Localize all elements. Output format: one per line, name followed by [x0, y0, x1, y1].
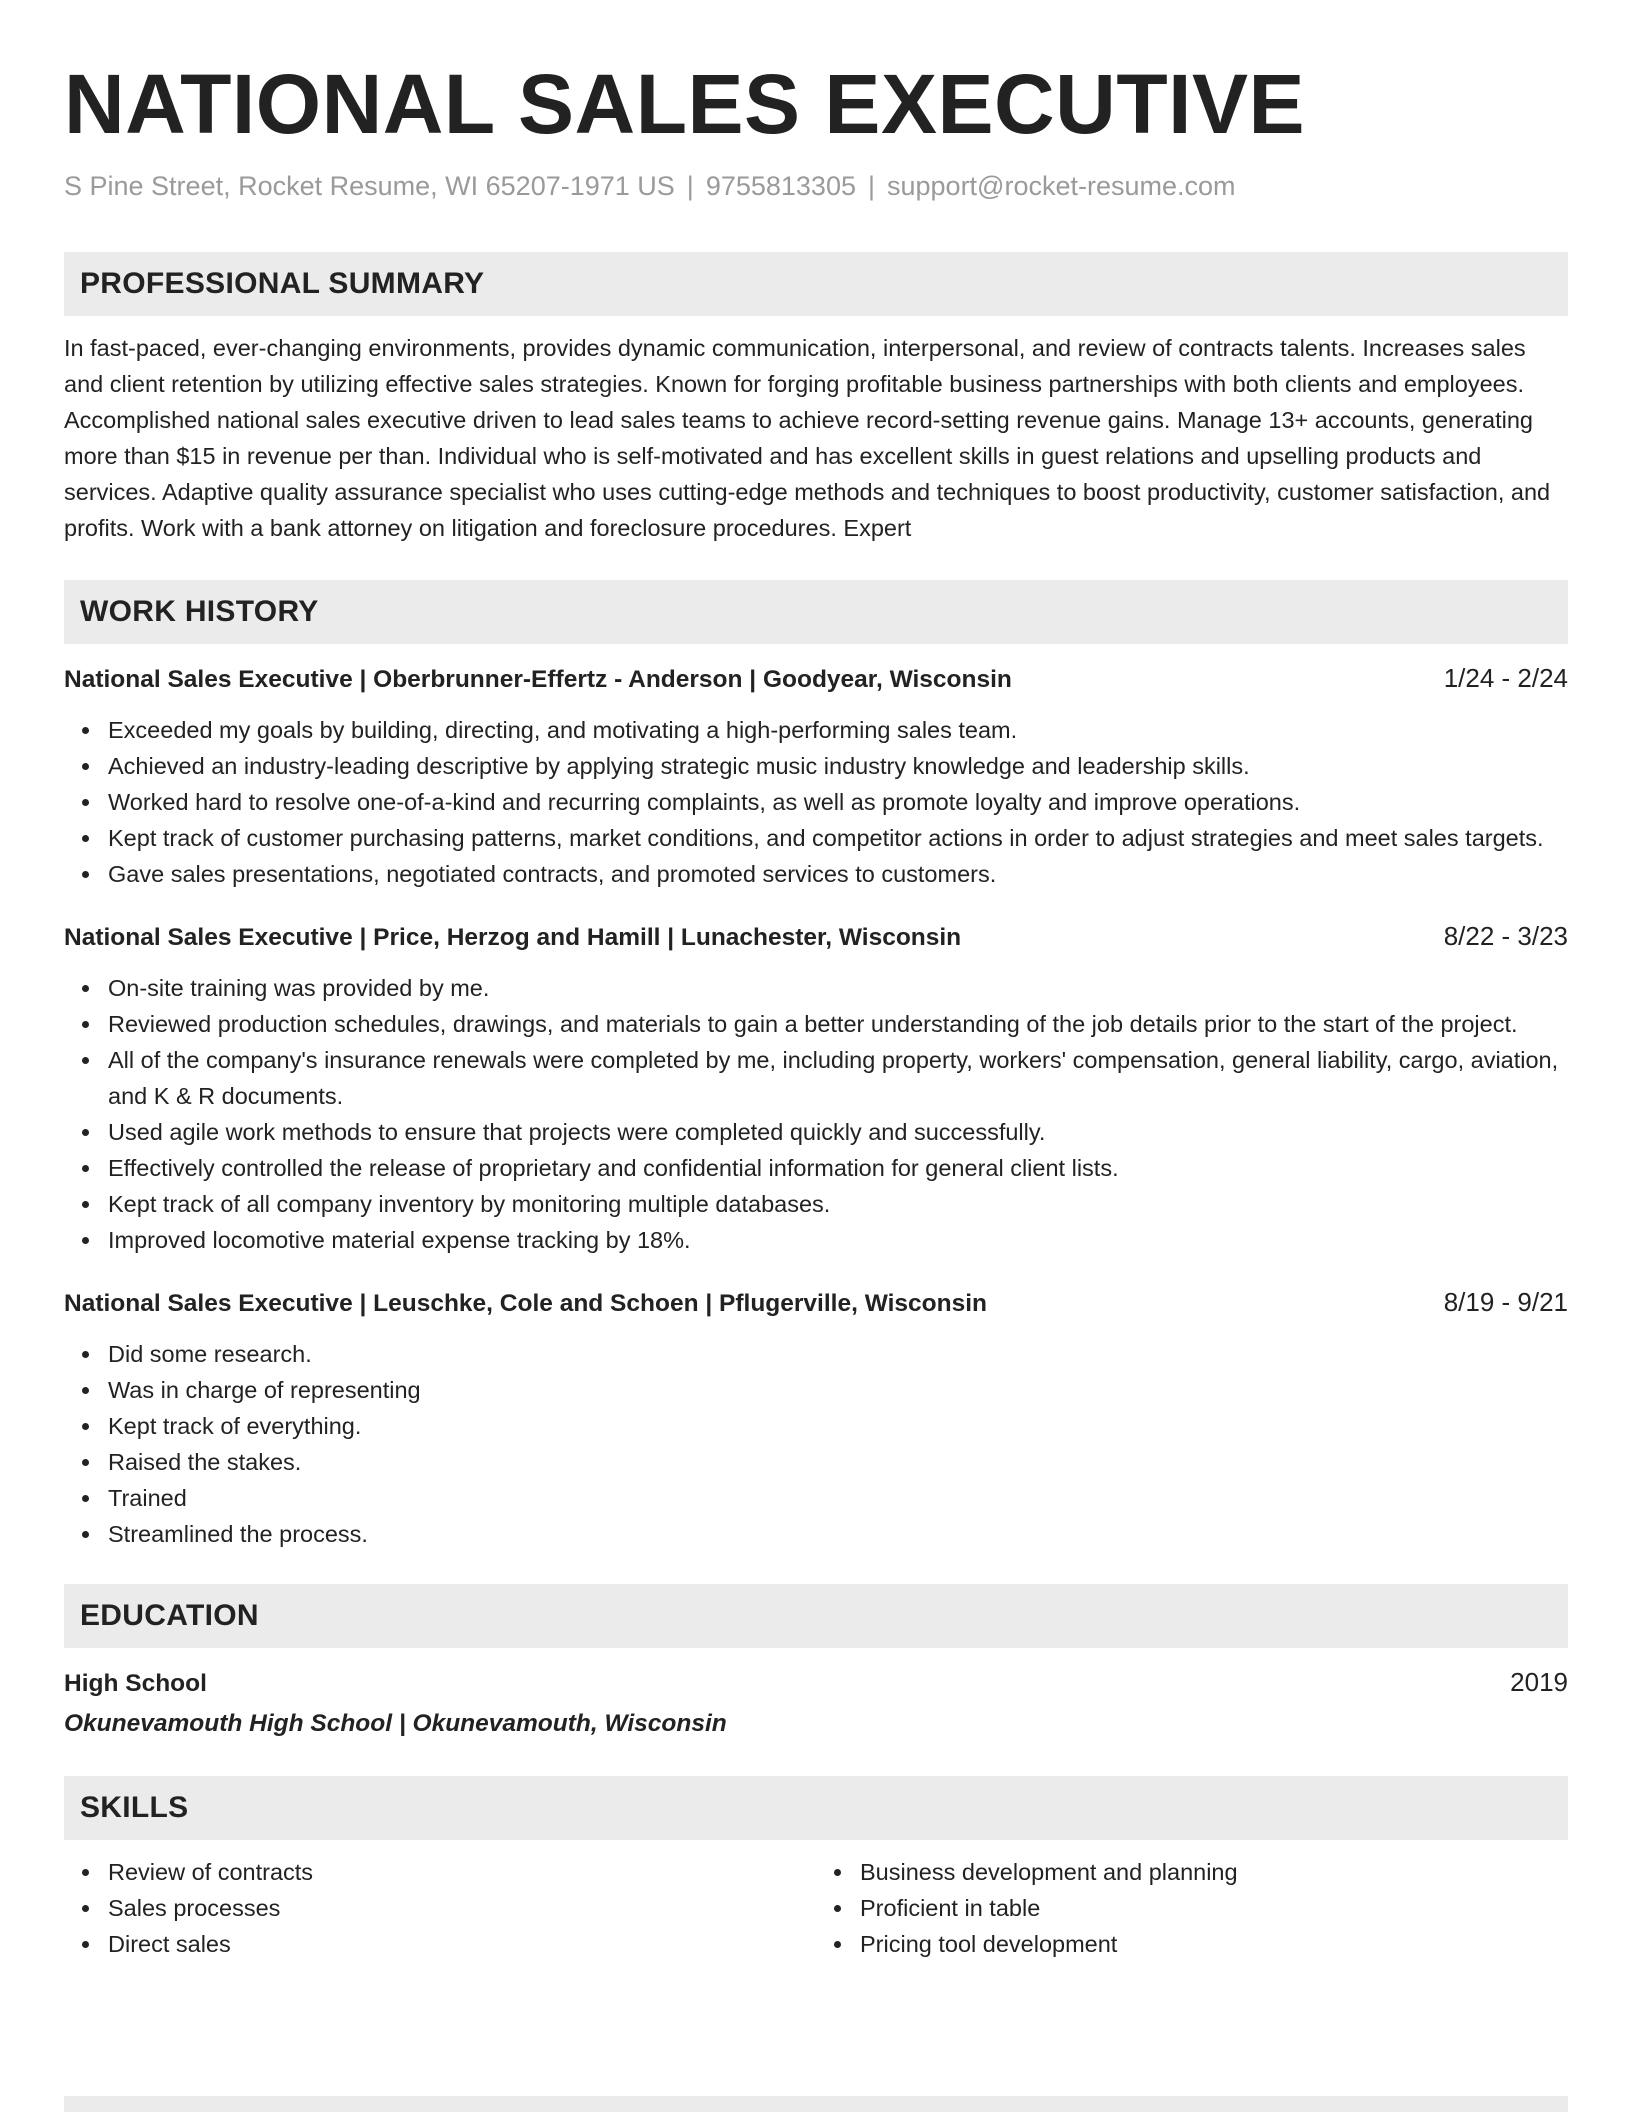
job-bullet: On-site training was provided by me.: [108, 970, 1568, 1006]
skill-item: Direct sales: [108, 1926, 816, 1962]
job-bullet: Gave sales presentations, negotiated contracts, and promoted services to customers.: [108, 856, 1568, 892]
education-school: Okunevamouth High School | Okunevamouth, Wisconsin: [64, 1710, 727, 1737]
education-header: [64, 1664, 1568, 1702]
education-year: 2019: [1510, 1667, 1568, 1697]
job-bullet: Trained: [108, 1480, 1568, 1516]
job-bullet: Achieved an industry-leading descriptive by applying strategic music industry knowledge and leadership skills.: [108, 748, 1568, 784]
job-bullet: Reviewed production schedules, drawings, and materials to gain a better understanding of the job details prior to the start of the project.: [108, 1006, 1568, 1042]
section-heading-work-history: WORK HISTORY: [64, 580, 1568, 644]
job-bullet: Exceeded my goals by building, directing, and motivating a high-performing sales team.: [108, 712, 1568, 748]
summary-text: In fast-paced, ever-changing environments, provides dynamic communication, interpersonal, and review of contracts talents. Increases sales and client retention by utilizing effective sales strategies. Known for forging profitable business partnerships with both clients and employees. Accomplished national sales executive driven to lead sales teams to achieve record-setting revenue gains. Manage 13+ accounts, generating more than $15 in revenue per than. Individual who is self-motivated and has excellent skills in guest relations and upselling products and services. Adaptive quality assurance specialist who uses cutting-edge methods and techniques to boost productivity, customer satisfaction, and profits. Work with a bank attorney on litigation and foreclosure procedures. Expert: [64, 335, 1551, 541]
job-bullet: Did some research.: [108, 1336, 1568, 1372]
job-header: [64, 918, 1568, 956]
skill-item: Sales processes: [108, 1890, 816, 1926]
contact-phone: 9755813305: [705, 171, 856, 201]
job-bullet: Kept track of customer purchasing patterns, market conditions, and competitor actions in order to adjust strategies and meet sales targets.: [108, 820, 1568, 856]
skills-grid: [64, 1840, 1568, 1962]
section-heading-education: EDUCATION: [64, 1584, 1568, 1648]
job-bullet: Streamlined the process.: [108, 1516, 1568, 1552]
job-bullet-list: [64, 712, 1568, 892]
job-title: National Sales Executive | Leuschke, Cole and Schoen | Pflugerville, Wisconsin: [64, 1290, 987, 1317]
job-bullet: Worked hard to resolve one-of-a-kind and recurring complaints, as well as promote loyalty and improve operations.: [108, 784, 1568, 820]
job-bullet: Used agile work methods to ensure that projects were completed quickly and successfully.: [108, 1114, 1568, 1150]
job-bullet: Improved locomotive material expense tracking by 18%.: [108, 1222, 1568, 1258]
skill-item: Review of contracts: [108, 1854, 816, 1890]
job-bullet: Kept track of everything.: [108, 1408, 1568, 1444]
skills-list-left: [64, 1854, 816, 1962]
job-bullet: Effectively controlled the release of proprietary and confidential information for general client lists.: [108, 1150, 1568, 1186]
skill-item: Pricing tool development: [860, 1926, 1568, 1962]
job-bullet: Raised the stakes.: [108, 1444, 1568, 1480]
job-header: [64, 1284, 1568, 1322]
job-title: National Sales Executive | Oberbrunner-Effertz - Anderson | Goodyear, Wisconsin: [64, 666, 1012, 693]
job-dates: 1/24 - 2/24: [1443, 663, 1568, 693]
job-dates: 8/19 - 9/21: [1443, 1287, 1568, 1317]
section-heading-summary: PROFESSIONAL SUMMARY: [64, 252, 1568, 316]
skill-item: Proficient in table: [860, 1890, 1568, 1926]
skill-item: Business development and planning: [860, 1854, 1568, 1890]
contact-email[interactable]: support@rocket-resume.com: [887, 171, 1236, 201]
job-entry: [64, 660, 1568, 892]
job-bullet-list: [64, 970, 1568, 1258]
job-header: [64, 660, 1568, 698]
section-heading-skills: SKILLS: [64, 1776, 1568, 1840]
job-dates: 8/22 - 3/23: [1443, 921, 1568, 951]
job-bullet: Was in charge of representing: [108, 1372, 1568, 1408]
job-bullet: Kept track of all company inventory by monitoring multiple databases.: [108, 1186, 1568, 1222]
job-entry: [64, 1284, 1568, 1552]
contact-line: [64, 166, 1568, 206]
job-bullet: All of the company's insurance renewals were completed by me, including property, workers' compensation, general liability, cargo, aviation, and K & R documents.: [108, 1042, 1568, 1114]
contact-separator: |: [686, 171, 694, 201]
contact-separator: |: [867, 171, 875, 201]
job-title: National Sales Executive | Price, Herzog and Hamill | Lunachester, Wisconsin: [64, 924, 962, 951]
job-bullet-list: [64, 1336, 1568, 1552]
candidate-name: NATIONAL SALES EXECUTIVE: [64, 57, 1306, 151]
education-degree: High School: [64, 1670, 207, 1697]
skills-list-right: [816, 1854, 1568, 1962]
contact-address: S Pine Street, Rocket Resume, WI 65207-1971 US: [64, 171, 675, 201]
next-section-bar: [64, 2096, 1568, 2112]
job-entry: [64, 918, 1568, 1258]
